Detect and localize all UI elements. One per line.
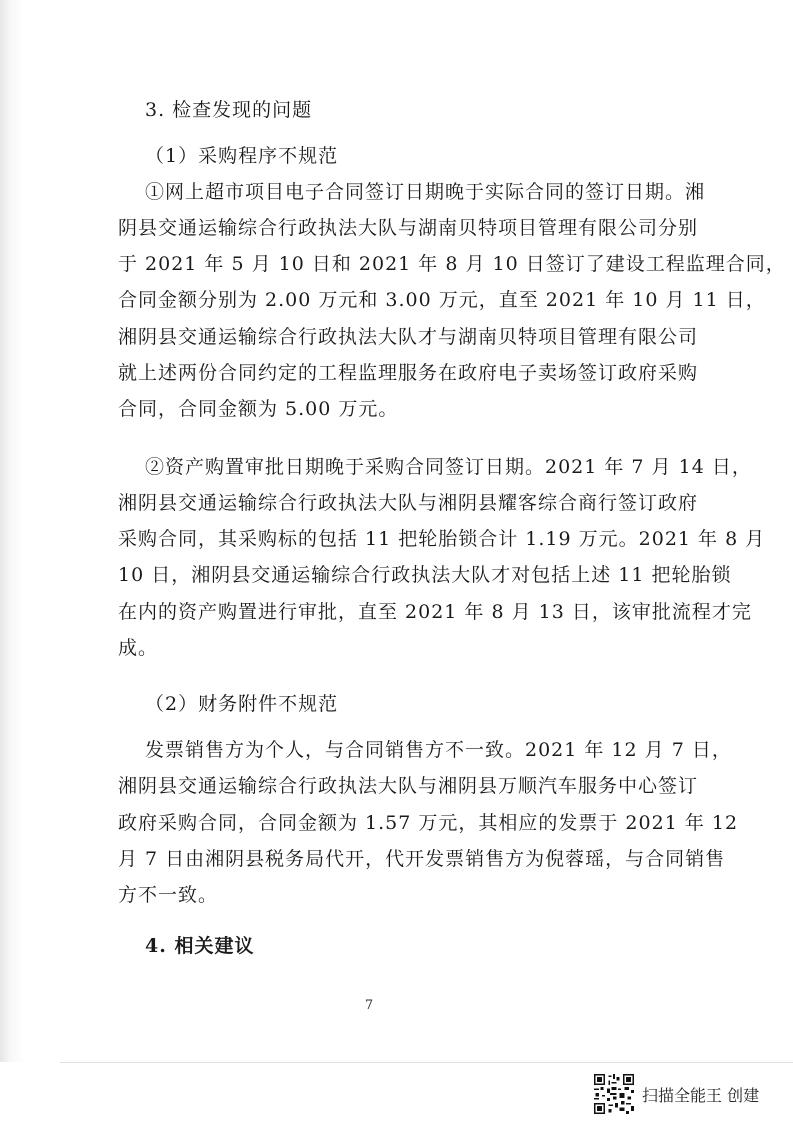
- paragraph-1-line-1: ①网上超市项目电子合同签订日期晚于实际合同的签订日期。湘: [145, 181, 706, 203]
- paragraph-2-line-4: 10 日，湘阴县交通运输综合行政执法大队才对包括上述 11 把轮胎锁: [118, 564, 732, 586]
- paragraph-2-line-6: 成。: [118, 637, 159, 659]
- paragraph-2-line-5: 在内的资产购置进行审批，直至 2021 年 8 月 13 日，该审批流程才完: [118, 601, 752, 623]
- paragraph-1-line-5: 湘阴县交通运输综合行政执法大队才与湖南贝特项目管理有限公司: [118, 326, 699, 348]
- subheading-1: （1）采购程序不规范: [145, 145, 339, 167]
- page-number: 7: [364, 998, 374, 1013]
- paragraph-2-line-3: 采购合同，其采购标的包括 11 把轮胎锁合计 1.19 万元。2021 年 8 月: [118, 528, 766, 550]
- paragraph-3-line-3: 政府采购合同，合同金额为 1.57 万元，其相应的发票于 2021 年 12: [118, 812, 739, 834]
- paragraph-2-line-1: ②资产购置审批日期晚于采购合同签订日期。2021 年 7 月 14 日，: [145, 456, 752, 478]
- paragraph-3-line-1: 发票销售方为个人，与合同销售方不一致。2021 年 12 月 7 日，: [145, 739, 732, 761]
- subheading-2: （2）财务附件不规范: [145, 693, 339, 715]
- paragraph-1-line-7: 合同，合同金额为 5.00 万元。: [118, 398, 399, 420]
- paragraph-1-line-3: 于 2021 年 5 月 10 日和 2021 年 8 月 10 日签订了建设工程监理合同，: [118, 253, 786, 275]
- paragraph-1-line-6: 就上述两份合同约定的工程监理服务在政府电子卖场签订政府采购: [118, 362, 699, 384]
- paragraph-3-line-5: 方不一致。: [118, 884, 219, 906]
- paragraph-1-line-4: 合同金额分别为 2.00 万元和 3.00 万元，直至 2021 年 10 月 11 日，: [118, 289, 766, 311]
- scanner-watermark: [594, 1074, 759, 1114]
- watermark-label: 扫描全能王 创建: [642, 1085, 760, 1105]
- paragraph-2-line-2: 湘阴县交通运输综合行政执法大队与湘阴县耀客综合商行签订政府: [118, 492, 699, 514]
- section-heading-4: 4. 相关建议: [145, 935, 255, 957]
- qr-code-icon: [594, 1074, 634, 1114]
- paragraph-1-line-2: 阴县交通运输综合行政执法大队与湖南贝特项目管理有限公司分别: [118, 217, 699, 239]
- section-heading-3: 3. 检查发现的问题: [145, 99, 313, 121]
- paragraph-3-line-2: 湘阴县交通运输综合行政执法大队与湘阴县万顺汽车服务中心签订: [118, 775, 699, 797]
- paragraph-3-line-4: 月 7 日由湘阴县税务局代开，代开发票销售方为倪蓉瑶，与合同销售: [118, 848, 726, 870]
